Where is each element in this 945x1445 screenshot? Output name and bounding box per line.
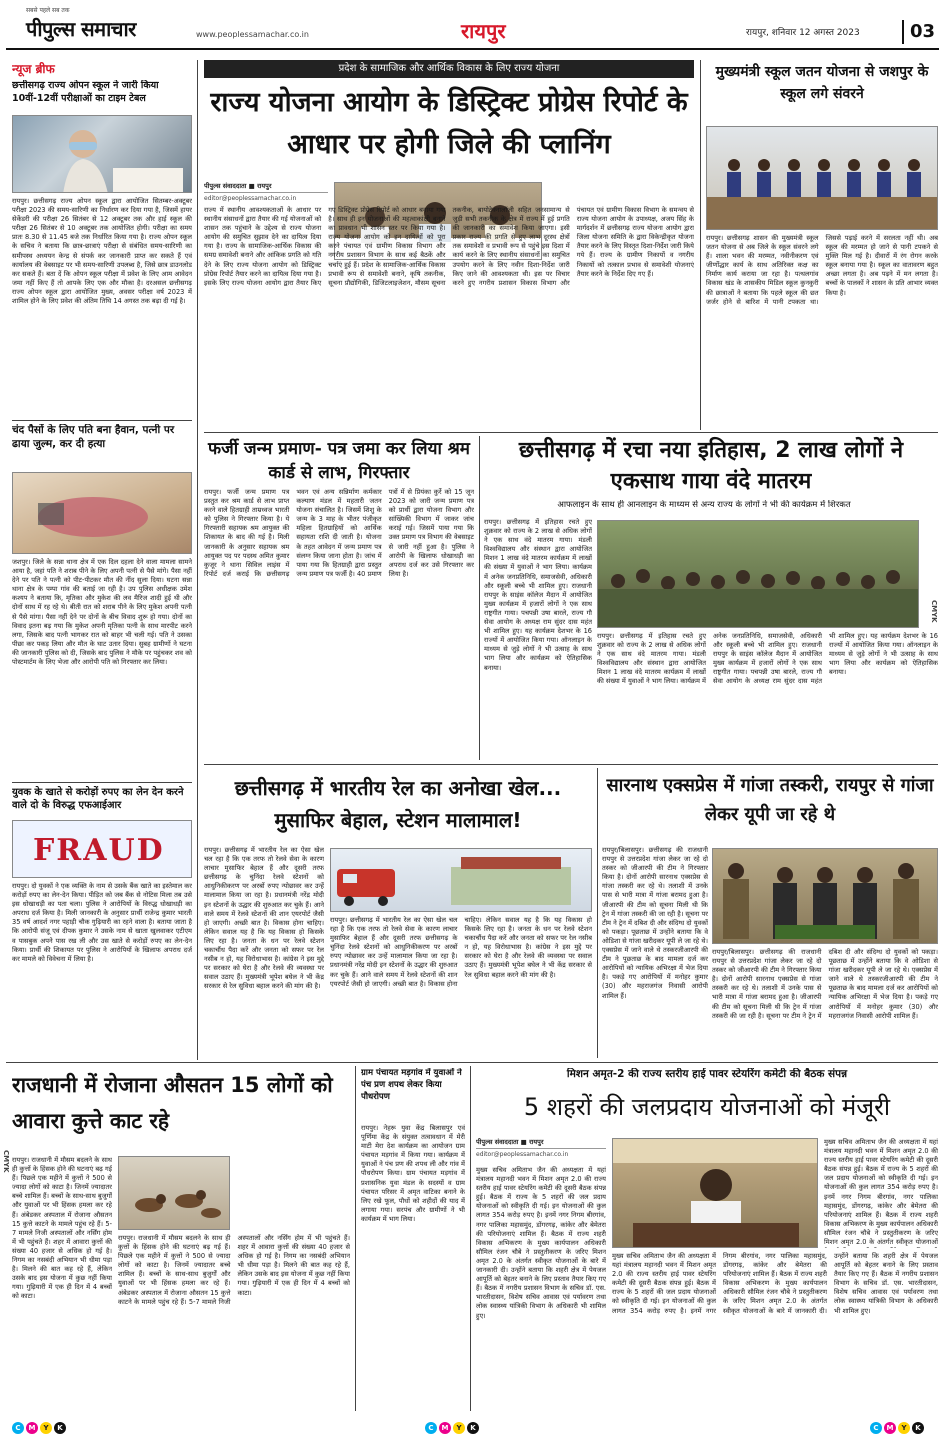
masthead (6, 6, 939, 50)
lead-strip-text: प्रदेश के सामाजिक और आर्थिक विकास के लिए राज्य योजना (338, 63, 560, 74)
murder-headline: चंद पैसों के लिए पति बना हैवान, पत्नी पर ढाया जुल्म, कर दी हत्या (12, 424, 175, 450)
fraud-photo (12, 820, 192, 878)
amrut-body-right: मुख्य सचिव अमिताभ जैन की अध्यक्षता में यहां मंत्रालय महानदी भवन में मिशन अमृत 2.0 की राज्य स्तरीय हाई पावर स्टेयरिंग कमेटी की दूसरी बैठक संपन्न हुई। बैठक में राज्य के 5 शहरों की जल प्रदाय योजनाओं को स्वीकृति दी गई। इन योजनाओं की कुल लागत 354 करोड़ रुपए है। इनमें नगर निगम बीरगांव, नगर पालिका महासमुंद, डोंगरगढ़, कांकेर और बेमेतरा की परियोजनाएं शामिल हैं। बैठक में राज्य शहरी विकास अभिकरण के मुख्य कार्यपालन अधिकारी सौमिल रंजन चौबे ने प्रस्तुतीकरण के जरिए मिशन अमृत 2.0 के अंतर्गत स्वीकृत योजनाओं (824, 1138, 938, 1247)
cm-school-body: रायपुर। छत्तीसगढ़ शासन की मुख्यमंत्री स्कूल जतन योजना से अब जिले के स्कूल संवरने लगे हैं। शाला भवन की मरम्मत, नवीनीकरण एवं जीर्णोद्धार कार्य के साथ अतिरिक्त कक्ष का निर्माण कार्य कराया जा रहा है। पत्थलगांव विकास खंड के शासकीय मिडिल स्कूल कुनकुरी की छात्राओं ने बताया कि पहले स्कूल की छत जर्जर होने से बारिश में पानी टपकता था। जिससे पढ़ाई करने में सरलता नहीं थी। अब स्कूल की मरम्मत हो जाने से पानी टपकने से मुक्ति मिल गई है। दीवारों में रंग रोगन करके स्कूल बनाया गया है। स्कूल का वातावरण बहुत अच्छा लगता है। अब पढ़ने में मन लगता है। बच्चों के पालकों ने शासन के प्रति आभार व्यक्त किया है। (706, 234, 938, 306)
ganja-arrest-photo (712, 848, 938, 944)
dogs-body-right: रायपुर। राजधानी में मौसम बदलने के साथ ही कुत्तों के हिंसक होने की घटनाएं बढ़ गई हैं। पिछले एक महीने में कुत्तों ने 500 से ज्यादा लोगों को काटा है। जिनमें ज्यादातर बच्चे शामिल हैं। बच्चों के साथ-साथ बुजुर्गों और युवाओं पर भी हिंसक हमला कर रहे हैं। अंबेडकर अस्पताल में रोजाना औसतन 15 कुत्ते काटने के मामले पहुंच रहे हैं। 5-7 मामले निजी अस्पतालों और नर्सिंग होम में भी पहुंचते हैं। शहर में आवारा कुत्तों की संख्या 40 हजार से अधिक हो गई है। निगम का नसबंदी अभियान भी धीमा पड़ा है। मिलने की बात कह रहे हैं, लेकिन उसके बाद इस योजना में कुछ नहीं किया गया। गुढ़ियारी में एक ही दिन में 4 बच्चों को काटा। (118, 1234, 350, 1306)
cmyk-left: CMYK (2, 1150, 10, 1173)
news-brief-body: रायपुर। छत्तीसगढ़ राज्य ओपन स्कूल द्वारा आयोजित सितम्बर-अक्टूबर परीक्षा 2023 की समय-सारिणी का निर्धारण कर दिया गया है, जिसमें हायर सेकेंडरी की परीक्षा 26 सितंबर से 12 अक्टूबर तक और हाई स्कूल की परीक्षा 26 सितंबर से 10 अक्टूबर तक आयोजित होगी। परीक्षा का समय प्रातः 8.30 से 11.45 बजे तक निर्धारित किया गया है। राज्य ओपन स्कूल के सचिव ने बताया कि छात्र-छात्राएं परीक्षा से संबंधित समय-सारिणी का समीपस्थ अध्ययन केन्द्र से संपर्क कर जानकारी प्राप्त कर सकते हैं एवं कार्यालय की वेबसाइट पर भी समय-सारिणी उपलब्ध है, जिसे छात्र डाउनलोड कर सकते हैं। बता दें कि ओपन स्कूल परीक्षा में प्रवेश के लिए आम आवेदन जमा नहीं किए हैं तो आपके लिए एक और मौका है। दरअसल छत्तीसगढ़ राज्य ओपन स्कूल द्वारा आयोजित मुख्य, अवसर परीक्षा वर्ष 2023 में शामिल होने के लिए प्रवेश की अंतिम तिथि 14 अगस्त तक बढ़ा दी गई है। (12, 197, 192, 306)
vande-crowd-photo (597, 520, 919, 628)
fraud-photo-text: FRAUD (33, 833, 165, 868)
police-arrest-icon (713, 849, 938, 944)
oath-body: रायपुर। नेहरू युवा केंद्र बिलासपुर एवं पूर्णिमा केंद्र के संयुक्त तत्वावधान में मेरी माटी मेरा देश कार्यक्रम का आयोजन ग्राम पंचायत मड़गांव में किया गया। कार्यक्रम में युवाओं ने पंच प्रण की शपथ ली और गांव में पौधरोपण किया। ग्राम पंचायत मड़गांव में प्रशासनिक युवा मंडल के सदस्यों व ग्राम पंचायत परिसर में अमृत वाटिका बनाने के लिए रखे फूल, पौधों को शहीदों की याद में लगाया गया। सरपंच और ग्रामीणों ने भी कार्यक्रम में भाग लिया। (361, 1124, 465, 1223)
vande-headline: छत्तीसगढ़ में रचा नया इतिहास, 2 लाख लोगों ने एकसाथ गाया वंदे मातरम (518, 438, 904, 494)
news-brief-label: न्यूज ब्रीफ (12, 62, 55, 76)
dogs-body-left: रायपुर। राजधानी में मौसम बदलने के साथ ही कुत्तों के हिंसक होने की घटनाएं बढ़ गई हैं। पिछले एक महीने में कुत्तों ने 500 से ज्यादा लोगों को काटा है। जिनमें ज्यादातर बच्चे शामिल हैं। बच्चों के साथ-साथ बुजुर्गों और युवाओं पर भी हिंसक हमला कर रहे हैं। अंबेडकर अस्पताल में रोजाना औसतन 15 कुत्ते काटने के मामले पहुंच रहे हैं। 5-7 मामले निजी अस्पतालों और नर्सिंग होम में भी पहुंचते हैं। शहर में आवारा कुत्तों की संख्या 40 हजार से अधिक हो गई है। निगम का नसबंदी अभियान भी धीमा पड़ा है। मिलने की बात कह रहे हैं, लेकिन उसके बाद इस योजना में कुछ नहीं किया गया। गुढ़ियारी में एक ही दिन में 4 बच्चों को काटा। (12, 1156, 112, 1301)
murder-body: जशपुर। जिले के सन्ना थाना क्षेत्र में एक दिल दहला देने वाला मामला सामने आया है, जहां पति ने शराब पीने के लिए अपनी पत्नी से पैसे मांगे। पैसा नहीं देने पर पति ने पत्नी को पीट-पीटकर मौत की नींद सुला दिया। घटना सन्ना थाना क्षेत्र के पम्पा गांव की बताई जा रही है। उप पुलिस अधीक्षक उमेश कश्यप ने बताया कि, मृतिका और मुकेश की लव मैरिज शादी हुई थी और दोनों साथ में रह रहे थे। बीती रात को शराब पीने के लिए मुकेश अपनी पत्नी से पैसे मांगा। पैसा नहीं देने पर दोनों के बीच विवाद शुरू हो गया। दोनों का विवाद इतना बढ़ गया कि मुकेश अपनी मृतिका पत्नी के साथ मारपीट करने लगा, जिसके बाद पत्नी भागकर रात को बाहर भी चली गई। पति ने उसका पीछा कर पकड़ लिया और मौत के घाट उतार दिया। सुबह ग्रामीणों ने घटना की जानकारी पुलिस को दी, जिसके बाद पुलिस ने मौके पर पहुंचकर शव को पोस्टमार्टम के लिए भेजा और आरोपी पति को गिरफ्तार कर लिया। (12, 558, 192, 667)
cm-school-headline: मुख्यमंत्री स्कूल जतन योजना से जशपुर के स्कूल लगे संवरने (715, 64, 929, 102)
rail-headline: छत्तीसगढ़ में भारतीय रेल का अनोखा खेल... मुसाफिर बेहाल, स्टेशन मालामाल! (234, 776, 562, 832)
masthead-site[interactable]: www.peoplessamachar.co.in (196, 30, 309, 39)
train-icon (331, 849, 592, 912)
amrut-body-left: मुख्य सचिव अमिताभ जैन की अध्यक्षता में यहां मंत्रालय महानदी भवन में मिशन अमृत 2.0 की राज्य स्तरीय हाई पावर स्टेयरिंग कमेटी की दूसरी बैठक संपन्न हुई। बैठक में राज्य के 5 शहरों की जल प्रदाय योजनाओं को स्वीकृति दी गई। इन योजनाओं की कुल लागत 354 करोड़ रुपए है। इनमें नगर निगम बीरगांव, नगर पालिका महासमुंद, डोंगरगढ़, कांकेर और बेमेतरा की परियोजनाएं शामिल हैं। बैठक में राज्य शहरी विकास अभिकरण के मुख्य कार्यपालन अधिकारी सौमिल रंजन चौबे ने प्रस्तुतीकरण के जरिए मिशन अमृत 2.0 के अंतर्गत स्वीकृत योजनाओं के बारे में जानकारी दी। उन्होंने बताया कि शहरी क्षेत्र में पेयजल आपूर्ति को बेहतर बनाने के लिए प्रस्ताव तैयार किए गए हैं। बैठक में नगरीय प्रशासन विभाग के सचिव डॉ. एस. भारतीदासन, विशेष सचिव आवास एवं पर्यावरण तथा लोक स्वास्थ्य यांत्रिकी विभाग के अधिकारी भी शामिल हुए। (476, 1166, 606, 1320)
fraud-headline: युवक के खाते से करोड़ों रुपए का लेन देन करने वाले दो के विरुद्ध एफआईआर (12, 787, 184, 812)
chief-secretary-meeting-icon (613, 1139, 818, 1248)
dogs-headline: राजधानी में रोजाना औसतन 15 लोगों को आवारा कुत्ते काट रहे (12, 1073, 333, 1133)
amrut-kicker: मिशन अमृत-2 की राज्य स्तरीय हाई पावर स्टेयरिंग कमेटी की बैठक संपन्न (566, 1068, 848, 1080)
cmyk-right-1: CMYK (930, 600, 938, 623)
ganja-body-right: रायपुर/बिलासपुर। छत्तीसगढ़ की राजधानी रायपुर से उत्तरप्रदेश गांजा लेकर जा रहे दो तस्कर को जीआरपी की टीम ने गिरफ्तार किया है। दोनों आरोपी सारनाथ एक्सप्रेस से गांजा तस्करी कर रहे थे। तलाशी में उनके पास से भारी मात्रा में गांजा बरामद हुआ है। जीआरपी की टीम को सूचना मिली थी कि ट्रेन में गांजा तस्करी की जा रही है। सूचना पर टीम ने ट्रेन में दबिश दी और संदिग्ध दो युवकों को पकड़ा। पूछताछ में उन्होंने बताया कि वे ओडिशा से गांजा खरीदकर यूपी ले जा रहे थे। एक्सप्रेस में जाने वाले थे तस्करजीआरपी की टीम ने पूछताछ के बाद मामला दर्ज कर आरोपियों को न्यायिक अभिरक्षा में भेज दिया है। पकड़े गए आरोपियों में मनोहर कुमार (30) और महराजगंज निवासी आरोपी शामिल हैं। (712, 948, 938, 1020)
news-brief-headline: छत्तीसगढ़ राज्य ओपन स्कूल ने जारी किया 10वीं-12वीं परीक्षाओं का टाइम टेबल (12, 80, 159, 104)
fraud-body: रायपुर। दो युवकों ने एक व्यक्ति के नाम से उसके बैंक खाते का इस्तेमाल कर करोड़ों रुपए का लेन-देन किया। पीड़ित को जब बैंक से नोटिस मिला तब उसे इस धोखाधड़ी का पता चला। पुलिस ने आरोपियों के विरुद्ध धोखाधड़ी का अपराध दर्ज किया है। मिली जानकारी के अनुसार प्रार्थी राजेन्द्र कुमार भारती 35 वर्ष आदर्श नगर पहाड़ी चौक गुढ़ियारी का रहने वाला है। बताया जाता है कि आरोपी संजू एवं दीपक कुमार ने उसके नाम से खाता खुलवाकर एटीएम व पासबुक अपने पास रख ली और उस खाते से करोड़ों रुपए का लेन-देन किया। प्रार्थी की शिकायत पर पुलिस ने आरोपियों के खिलाफ अपराध दर्ज कर मामले को विवेचना में लिया है। (12, 882, 192, 963)
dogs-icon (119, 1157, 230, 1230)
blurred-body-icon (13, 473, 192, 554)
amrut-meeting-photo (612, 1138, 818, 1248)
masthead-tagline: सबसे पहले सब तक (26, 7, 70, 14)
amrut-headline: 5 शहरों की जलप्रदाय योजनाओं को मंजूरी (523, 1093, 891, 1121)
lead-byline (204, 182, 328, 204)
masthead-logo: पीपुल्स समाचार (26, 17, 136, 41)
amrut-email[interactable]: editor@peoplessamachar.co.in (476, 1150, 569, 1158)
ganja-body-left: रायपुर/बिलासपुर। छत्तीसगढ़ की राजधानी रायपुर से उत्तरप्रदेश गांजा लेकर जा रहे दो तस्कर को जीआरपी की टीम ने गिरफ्तार किया है। दोनों आरोपी सारनाथ एक्सप्रेस से गांजा तस्करी कर रहे थे। तलाशी में उनके पास से भारी मात्रा में गांजा बरामद हुआ है। जीआरपी की टीम को सूचना मिली थी कि ट्रेन में गांजा तस्करी की जा रही है। सूचना पर टीम ने ट्रेन में दबिश दी और संदिग्ध दो युवकों को पकड़ा। पूछताछ में उन्होंने बताया कि वे ओडिशा से गांजा खरीदकर यूपी ले जा रहे थे। एक्सप्रेस में जाने वाले थे तस्करजीआरपी की टीम ने पूछताछ के बाद मामला दर्ज कर आरोपियों को न्यायिक अभिरक्षा में भेज दिया है। पकड़े गए आरोपियों में मनोहर कुमार (30) और महराजगंज निवासी आरोपी शामिल हैं। (602, 846, 708, 1000)
lead-email[interactable]: editor@peoplessamachar.co.in (204, 194, 297, 202)
crime-scene-photo (12, 472, 192, 554)
exam-student-photo (12, 115, 192, 193)
lead-body: राज्य में स्थानीय आवश्यकताओं के आधार पर स्थानीय संसाधनों द्वारा तैयार की गई योजनाओं को शासन तक पहुंचाने के उद्देश्य से राज्य योजना आयोग की समुचित सुझाव देने का दायित्व दिया गया है। राज्य के सामाजिक-आर्थिक विकास की समग्र समावेशी बनाने और आंकिक प्रगति को गति देने के लिए राज्य योजना आयोग को डिस्ट्रिक्ट प्रोग्रेस रिपोर्ट तैयार करने का दायित्व दिया गया है। इसके लिए राज्य योजना आयोग द्वारा तैयार किए गए डिस्ट्रिक्ट प्रोग्रेस रिपोर्ट को आधार बनाया गया है। साथ ही इन योजनाओं की महत्वाकांक्षी बनाने का प्रावधान भी शासन स्तर पर किया गया है। राज्य योजना आयोग को इन दायित्वों को पूरा करने पंचायत एवं ग्रामीण विकास विभाग और नगरीय प्रशासन विभाग के साथ कई बैठकें और चर्चाएं हुई हैं। प्रदेश के सामाजिक-आर्थिक विकास प्रभावी रूप से समावेशी बनाने, कृषि तकनीक, सूचना प्रौद्योगिकी, डिजिटलाइजेशन, मौसम सूचना तकनीक, बायोटेक्नालॉजी सहित जनसामान्य से जुड़ी सभी तकनीक के क्षेत्र में राज्य में हुई प्रगति की जानकारी का समावेश किया जाएगा। इसी प्रकार राज्य की प्रगति से हुए लाभ दूरस्थ क्षेत्रों तक समावेशी व प्रभावी रूप से पहुंचे इस दिशा में कार्य करने के लिए स्थानीय संसाधनों का समुचित उपयोग करने के लिए नवीन दिशा-निर्देश जारी किए जाने की आवश्यकता थी। इस पर विचार करने हुए नगरीय प्रशासन विकास विभाग और पंचायत एवं ग्रामीण विकास विभाग के समन्वय से राज्य योजना आयोग के उपाध्यक्ष, अजय सिंह के मार्गदर्शन में छत्तीसगढ़ राज्य योजना आयोग द्वारा जिला योजना समिति के द्वारा विकेन्द्रीकृत योजना तैयार करने के लिए विस्तृत दिशा-निर्देश जारी किये गये हैं। राज्य के ग्रामीण निकायों व नगरीय निकायों को तत्काल प्रभाव से समावेशी योजनाएं तैयार करने के निर्देश दिए गए हैं। (204, 206, 694, 287)
cm-school-photo (706, 126, 938, 230)
birth-cert-headline: फर्जी जन्म प्रमाण- पत्र जमा कर लिया श्रम कार्ड से लाभ, गिरफ्तार (208, 439, 470, 483)
page-number: 03 (902, 20, 935, 44)
amrut-byline (476, 1138, 606, 1162)
amrut-byline-text: पीपुल्स संवाददाता ■ रायपुर (476, 1138, 606, 1149)
cmyk-marks-left: C M Y K (12, 1422, 66, 1434)
rail-body-right: रायपुर। छत्तीसगढ़ में भारतीय रेल का ऐसा खेल चल रहा है कि एक तरफ तो रेलवे सेवा के कारण लाचार मुसाफिर बेहाल हैं और दूसरी तरफ छत्तीसगढ़ के चुनिंदा रेलवे स्टेशनों को आधुनिकीकरण पर अरबों रुपए न्योछावर कर उन्हें मालामाल किया जा रहा है। प्रधानमंत्री नरेंद्र मोदी इन स्टेशनों के उद्धार की शुरुआत कर चुके हैं। आने वाले समय में रेलवे स्टेशनों की शान एयरपोर्ट जैसी हो जाएगी। अच्छी बात है। विकास होना चाहिए। लेकिन सवाल यह है कि यह विकास हो किसके लिए रहा है। जनता के धन पर रेलवे स्टेशन चकाचौंध पैदा करें और जनता को सफर पर रेल नसीब न हो, यह विरोधाभास है। कांग्रेस ने इस मुद्दे पर सरकार को घेरा है और रेलवे की व्यवस्था पर सवाल उठाए हैं। मुख्यमंत्री भूपेश बघेल ने भी केंद्र सरकार से रेल सुविधा बहाल करने की मांग की है। (330, 916, 592, 988)
vande-body-right: रायपुर। छत्तीसगढ़ में इतिहास रचते हुए शुक्रवार को राज्य के 2 लाख से अधिक लोगों ने एक साथ वंदे मातरम गाया। मंडली विश्वविद्यालय और संस्थान द्वारा आयोजित मिशन 1 लाख वंदे मातरम कार्यक्रम में लाखों की संख्या में युवाओं ने भाग लिया। कार्यक्रम में अनेक जनप्रतिनिधि, समाजसेवी, अधिकारी और स्कूली बच्चे भी शामिल हुए। राजधानी रायपुर के साइंस कॉलेज मैदान में आयोजित मुख्य कार्यक्रम में हजारों लोगों ने एक साथ राष्ट्रगीत गाया। पचपन्नी उषा बारले, राज्य गौ सेवा आयोग के अध्यक्ष राम सुंदर दास महंत भी शामिल हुए। यह कार्यक्रम देशभर के 16 राज्यों में आयोजित किया गया। ऑनलाइन के माध्यम से जुड़े लोगों ने भी उत्साह के साथ भाग लिया और कार्यक्रम को ऐतिहासिक बनाया। (597, 632, 938, 686)
rail-train-photo (330, 848, 592, 912)
oath-headline: ग्राम पंचायत मड़गांव में युवाओं ने पंच प्रण शपथ लेकर किया पौधरोपण (361, 1068, 462, 1102)
masthead-dateline: रायपुर, शनिवार 12 अगस्त 2023 (746, 28, 860, 38)
cmyk-marks-center: C M Y K (425, 1422, 479, 1434)
rail-body-left: रायपुर। छत्तीसगढ़ में भारतीय रेल का ऐसा खेल चल रहा है कि एक तरफ तो रेलवे सेवा के कारण लाचार मुसाफिर बेहाल हैं और दूसरी तरफ छत्तीसगढ़ के चुनिंदा रेलवे स्टेशनों को आधुनिकीकरण पर अरबों रुपए न्योछावर कर उन्हें मालामाल किया जा रहा है। प्रधानमंत्री नरेंद्र मोदी इन स्टेशनों के उद्धार की शुरुआत कर चुके हैं। आने वाले समय में रेलवे स्टेशनों की शान एयरपोर्ट जैसी हो जाएगी। अच्छी बात है। विकास होना चाहिए। लेकिन सवाल यह है कि यह विकास हो किसके लिए रहा है। जनता के धन पर रेलवे स्टेशन चकाचौंध पैदा करें और जनता को सफर पर रेल नसीब न हो, यह विरोधाभास है। कांग्रेस ने इस मुद्दे पर सरकार को घेरा है और रेलवे की व्यवस्था पर सवाल उठाए हैं। मुख्यमंत्री भूपेश बघेल ने भी केंद्र सरकार से रेल सुविधा बहाल करने की मांग की है। (204, 846, 324, 991)
ganja-headline: सारनाथ एक्सप्रेस में गांजा तस्करी, रायपुर से गांजा लेकर यूपी जा रहे थे (606, 775, 934, 825)
cmyk-marks-right: C M Y K (870, 1422, 924, 1434)
lead-strip (204, 60, 694, 78)
vande-subheadline: आफलाइन के साथ ही आनलाइन के माध्यम से अन्य राज्य के लोगों ने भी की कार्यक्रम में शिरकत (557, 500, 851, 510)
student-writing-icon (13, 116, 192, 193)
crowd-gathering-icon (598, 521, 919, 628)
classroom-students-icon (707, 127, 938, 230)
birth-cert-body: रायपुर। फर्जी जन्म प्रमाण पत्र प्रस्तुत कर श्रम कार्ड से लाभ प्राप्त करने वाले हितग्राही ताम्रध्वज भारती को पुलिस ने गिरफ्तार किया है। ये गिरफ्तारी सहायक श्रम आयुक्त की शिकायत के बाद की गई है। मिली जानकारी के अनुसार सहायक श्रम आयुक्त पद पर पदस्थ अमित कुमार कुजूर ने थाना सिविल लाइंस में रिपोर्ट दर्ज कराई कि छत्तीसगढ़ भवन एवं अन्य सन्निर्माण कर्मकार कल्याण मंडल में महतारी जतन योजना संचालित है। जिसमें शिशु के जन्म के 3 माह के भीतर पंजीकृत महिला हितग्राहियों को आर्थिक सहायता राशि दी जाती है। योजना के तहत आवेदन में जन्म प्रमाण पत्र संलग्न किया जाना होता है। जांच में पाया गया कि हितग्राही द्वारा प्रस्तुत जन्म प्रमाण पत्र फर्जी है। 40 प्रमाण पत्रों में से प्रियंका कुर्रे को 15 जून 2023 को जारी जन्म प्रमाण पत्र को प्रार्थी द्वारा योजना विभाग और सांख्यिकी विभाग में जाकर जांच कराई गई। जिसमें पाया गया कि उक्त प्रमाण पत्र विभाग की वेबसाइट से जारी नहीं हुआ है। पुलिस ने आरोपी के खिलाफ धोखाधड़ी का अपराध दर्ज कर उसे गिरफ्तार कर लिया है। (204, 488, 474, 578)
lead-headline: राज्य योजना आयोग के डिस्ट्रिक्ट प्रोग्रेस रिपोर्ट के आधार पर होगी जिले की प्लानिंग (210, 87, 688, 160)
lead-byline-text: पीपुल्स संवाददाता ■ रायपुर (204, 182, 328, 193)
stray-dogs-photo (118, 1156, 230, 1230)
amrut-body-bottom: मुख्य सचिव अमिताभ जैन की अध्यक्षता में यहां मंत्रालय महानदी भवन में मिशन अमृत 2.0 की राज्य स्तरीय हाई पावर स्टेयरिंग कमेटी की दूसरी बैठक संपन्न हुई। बैठक में राज्य के 5 शहरों की जल प्रदाय योजनाओं को स्वीकृति दी गई। इन योजनाओं की कुल लागत 354 करोड़ रुपए है। इनमें नगर निगम बीरगांव, नगर पालिका महासमुंद, डोंगरगढ़, कांकेर और बेमेतरा की परियोजनाएं शामिल हैं। बैठक में राज्य शहरी विकास अभिकरण के मुख्य कार्यपालन अधिकारी सौमिल रंजन चौबे ने प्रस्तुतीकरण के जरिए मिशन अमृत 2.0 के अंतर्गत स्वीकृत योजनाओं के बारे में जानकारी दी। उन्होंने बताया कि शहरी क्षेत्र में पेयजल आपूर्ति को बेहतर बनाने के लिए प्रस्ताव तैयार किए गए हैं। बैठक में नगरीय प्रशासन विभाग के सचिव डॉ. एस. भारतीदासन, विशेष सचिव आवास एवं पर्यावरण तथा लोक स्वास्थ्य यांत्रिकी विभाग के अधिकारी भी शामिल हुए। (612, 1252, 938, 1315)
masthead-city: रायपुर (461, 19, 506, 43)
vande-body-left: रायपुर। छत्तीसगढ़ में इतिहास रचते हुए शुक्रवार को राज्य के 2 लाख से अधिक लोगों ने एक साथ वंदे मातरम गाया। मंडली विश्वविद्यालय और संस्थान द्वारा आयोजित मिशन 1 लाख वंदे मातरम कार्यक्रम में लाखों की संख्या में युवाओं ने भाग लिया। कार्यक्रम में अनेक जनप्रतिनिधि, समाजसेवी, अधिकारी और स्कूली बच्चे भी शामिल हुए। राजधानी रायपुर के साइंस कॉलेज मैदान में आयोजित मुख्य कार्यक्रम में हजारों लोगों ने एक साथ राष्ट्रगीत गाया। पचपन्नी उषा बारले, राज्य गौ सेवा आयोग के अध्यक्ष राम सुंदर दास महंत भी शामिल हुए। यह कार्यक्रम देशभर के 16 राज्यों में आयोजित किया गया। ऑनलाइन के माध्यम से जुड़े लोगों ने भी उत्साह के साथ भाग लिया और कार्यक्रम को ऐतिहासिक बनाया। (484, 518, 592, 672)
